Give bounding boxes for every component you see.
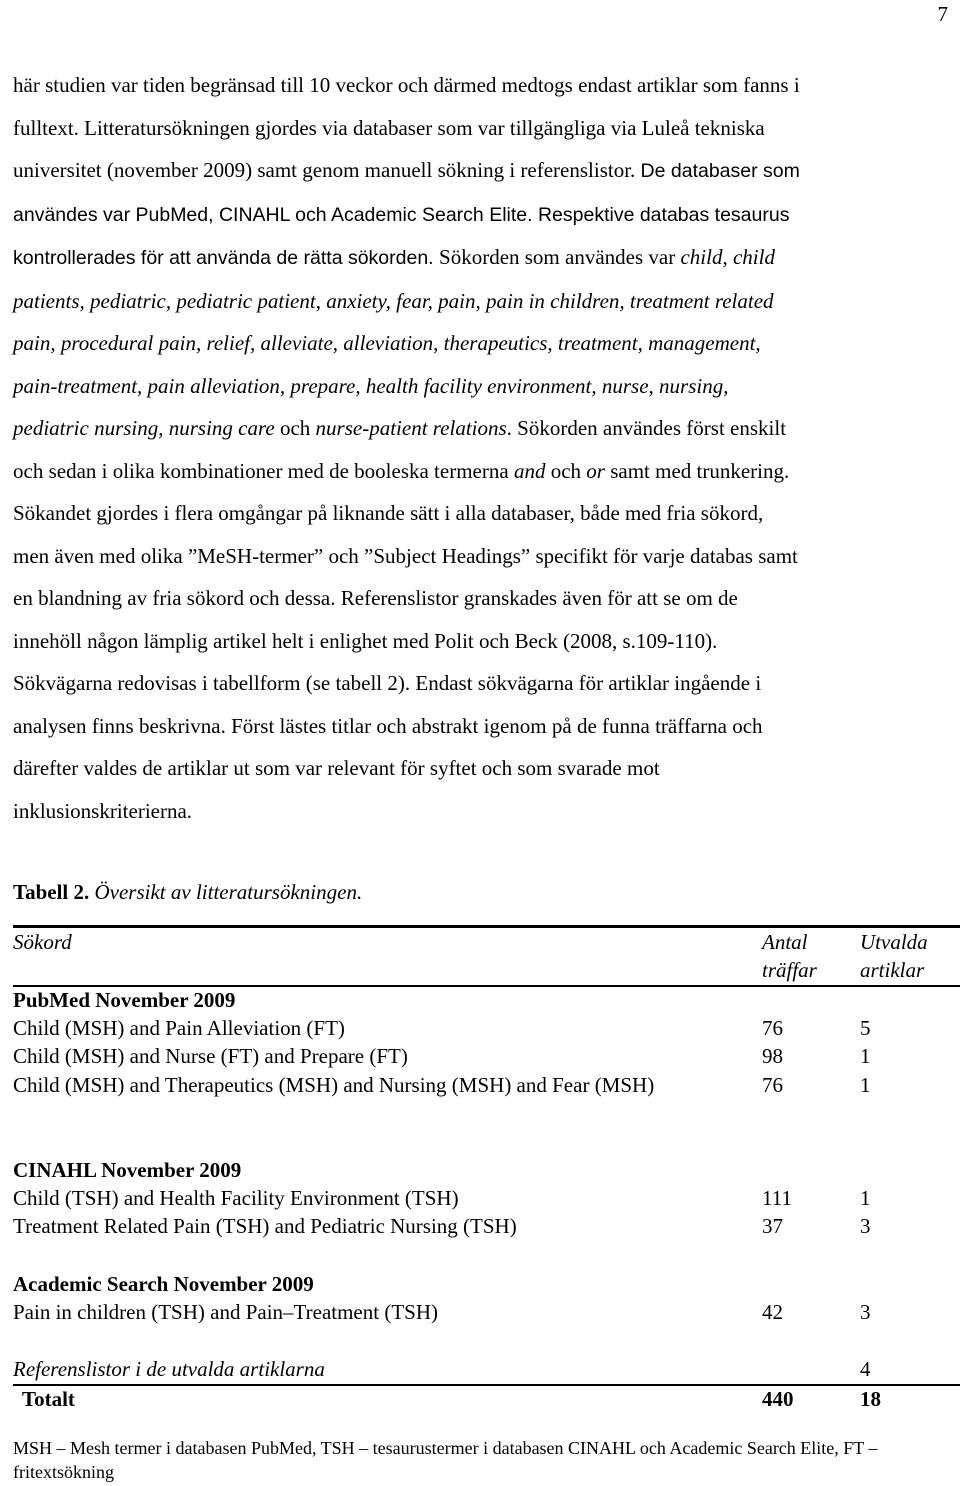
table-caption-text: Översikt av litteratursökningen. <box>89 880 363 904</box>
table-group-pubmed: PubMed November 2009 <box>13 988 236 1012</box>
paragraph-line <box>13 365 948 408</box>
paragraph-line <box>13 790 948 833</box>
paragraph-line <box>13 492 948 535</box>
table-row-antal: 76 <box>762 1073 783 1097</box>
paragraph-line <box>13 107 948 150</box>
paragraph-line <box>13 149 948 193</box>
table-group-academic-search: Academic Search November 2009 <box>13 1272 314 1296</box>
paragraph-line <box>13 662 948 705</box>
text-segment: inklusionskriterierna. <box>13 798 193 823</box>
paragraph-line <box>13 747 948 790</box>
table-row-sokord: Pain in children (TSH) and Pain–Treatment (TSH) <box>13 1300 438 1324</box>
paragraph-line <box>13 450 948 493</box>
text-segment: användes var PubMed, CINAHL och Academic Search Elite. Respektive databas tesaurus <box>13 203 790 226</box>
text-segment: patients, pediatric, pediatric patient, anxiety, fear, pain, pain in children, treatment related <box>13 288 774 313</box>
text-segment: . Sökorden användes först enskilt <box>506 416 787 440</box>
text-segment: child, child <box>680 245 775 269</box>
table-row-utvalda: 1 <box>860 1044 871 1068</box>
text-segment: pediatric nursing, nursing care <box>13 416 275 440</box>
text-segment: därefter valdes de artiklar ut som var relevant för syftet och som svarade mot <box>13 756 660 780</box>
text-segment: or <box>586 458 605 483</box>
header-antal: Antal träffar <box>762 930 817 982</box>
table-total-label: Totalt <box>22 1387 75 1411</box>
text-segment: en blandning av fria sökord och dessa. Referenslistor granskades även för att se om de <box>13 586 738 610</box>
page-number: 7 <box>937 2 948 26</box>
paragraph-line <box>13 620 948 663</box>
text-segment: innehöll någon lämplig artikel helt i enlighet med Polit och Beck (2008, s.109-110). <box>13 628 718 653</box>
paragraph-line <box>13 577 948 620</box>
text-segment: universitet (november 2009) samt genom manuell sökning i referenslistor. <box>13 158 641 182</box>
table-row-utvalda: 4 <box>860 1357 871 1381</box>
paragraph-line <box>13 705 948 748</box>
paragraph-line <box>13 407 948 450</box>
table-row-sokord: Child (MSH) and Therapeutics (MSH) and Nursing (MSH) and Fear (MSH) <box>13 1073 655 1097</box>
paragraph-line <box>13 280 948 323</box>
text-segment: Sökvägarna redovisas i tabellform (se tabell 2). Endast sökvägarna för artiklar ingående i <box>13 671 762 695</box>
text-segment: pain-treatment, pain alleviation, prepare, health facility environment, nurse, nursing, <box>13 373 729 398</box>
table-total-antal: 440 <box>762 1387 794 1411</box>
text-segment: och sedan i olika kombinationer med de booleska termerna <box>13 458 514 483</box>
table-row-antal: 37 <box>762 1214 783 1238</box>
table-total-rule <box>13 1384 960 1386</box>
table-row-utvalda: 3 <box>860 1300 871 1324</box>
text-segment: och <box>274 416 316 440</box>
table-row-antal: 42 <box>762 1300 783 1324</box>
text-segment: och <box>545 458 587 483</box>
paragraph-line <box>13 64 948 107</box>
text-segment: Sökandet gjordes i flera omgångar på liknande sätt i alla databaser, både med fria sökord, <box>13 501 764 525</box>
text-segment: fulltext. Litteratursökningen gjordes via databaser som var tillgängliga via Luleå tekniska <box>13 115 765 140</box>
text-segment: analysen finns beskrivna. Först lästes titlar och abstrakt igenom på de funna träffarna och <box>13 713 763 738</box>
table-row-utvalda: 1 <box>860 1186 871 1210</box>
header-sokord: Sökord <box>13 930 72 954</box>
text-segment: and <box>513 458 546 483</box>
paragraph-line <box>13 535 948 578</box>
text-segment: här studien var tiden begränsad till 10 veckor och därmed medtogs endast artiklar som fanns i <box>13 73 800 97</box>
table-row-antal: 76 <box>762 1016 783 1040</box>
text-segment: men även med olika ”MeSH-termer” och ”Subject Headings” specifikt för varje databas samt <box>13 543 798 568</box>
table-row-sokord: Child (TSH) and Health Facility Environment (TSH) <box>13 1186 459 1210</box>
table-row-utvalda: 3 <box>860 1214 871 1238</box>
body-paragraph <box>13 64 948 832</box>
table-row-sokord: Child (MSH) and Pain Alleviation (FT) <box>13 1016 345 1040</box>
header-utvalda: Utvalda artiklar <box>860 930 928 982</box>
table-footnote: MSH – Mesh termer i databasen PubMed, TSH – tesaurustermer i databasen CINAHL och Academic Search Elite, FT –fritextsökning <box>13 1438 878 1482</box>
table-row-utvalda: 1 <box>860 1073 871 1097</box>
table-caption <box>13 880 362 905</box>
table-caption-label: Tabell 2. <box>13 880 90 904</box>
table-row-sokord: Child (MSH) and Nurse (FT) and Prepare (FT) <box>13 1044 408 1068</box>
table-row-antal: 111 <box>762 1186 792 1210</box>
text-segment: kontrollerades för att använda de rätta sökorden. <box>13 247 440 269</box>
text-segment: pain, procedural pain, relief, alleviate, alleviation, therapeutics, treatment, management, <box>13 331 761 355</box>
paragraph-line <box>13 193 948 237</box>
table-row-antal: 98 <box>762 1044 783 1068</box>
table-row-referenslistor: Referenslistor i de utvalda artiklarna <box>13 1357 325 1381</box>
text-segment: Sökorden som användes var <box>439 245 681 269</box>
text-segment: samt med trunkering. <box>604 458 790 483</box>
text-segment: nurse-patient relations <box>315 416 507 440</box>
paragraph-line <box>13 322 948 365</box>
table-group-cinahl: CINAHL November 2009 <box>13 1158 242 1182</box>
paragraph-line <box>13 236 948 280</box>
table-row-sokord: Treatment Related Pain (TSH) and Pediatric Nursing (TSH) <box>13 1214 517 1238</box>
table-total-utvalda: 18 <box>860 1387 881 1411</box>
text-segment: De databaser som <box>640 160 800 182</box>
table-row-utvalda: 5 <box>860 1016 871 1040</box>
